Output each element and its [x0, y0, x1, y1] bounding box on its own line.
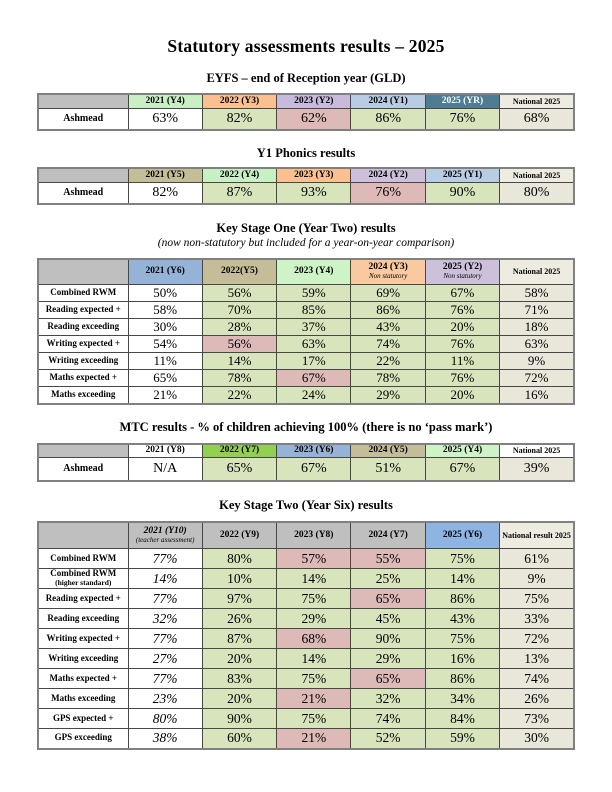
- column-header: 2023 (Y4): [277, 259, 351, 284]
- value-cell: 56%: [202, 284, 276, 301]
- value-cell: 87%: [202, 629, 276, 649]
- value-cell: 84%: [425, 709, 499, 729]
- value-cell: 70%: [202, 301, 276, 318]
- column-header: 2023 (Y8): [277, 522, 351, 549]
- value-cell: 58%: [128, 301, 202, 318]
- column-header: 2022 (Y9): [202, 522, 276, 549]
- value-cell: 60%: [202, 729, 276, 749]
- value-cell: 16%: [500, 386, 574, 404]
- value-cell: 76%: [425, 301, 499, 318]
- row-label: Writing expected +: [38, 335, 128, 352]
- value-cell: 74%: [351, 335, 425, 352]
- eyfs-table-container: [0, 93, 612, 131]
- value-cell: 26%: [500, 689, 574, 709]
- table-row: [38, 318, 574, 335]
- value-cell: 14%: [277, 649, 351, 669]
- value-cell: 22%: [351, 352, 425, 369]
- value-cell: 32%: [351, 689, 425, 709]
- section-eyfs: [0, 71, 612, 131]
- row-label: Combined RWM: [38, 549, 128, 569]
- value-cell: 20%: [425, 386, 499, 404]
- value-cell: 26%: [202, 609, 276, 629]
- column-header-note: (teacher assessment): [135, 535, 195, 544]
- value-cell: 51%: [351, 458, 425, 481]
- value-cell: 75%: [500, 589, 574, 609]
- value-cell: 75%: [277, 669, 351, 689]
- value-cell: 90%: [202, 709, 276, 729]
- value-cell: 28%: [202, 318, 276, 335]
- value-cell: 27%: [128, 649, 202, 669]
- value-cell: 63%: [277, 335, 351, 352]
- column-header: [38, 444, 128, 458]
- value-cell: 80%: [128, 709, 202, 729]
- row-label: Combined RWM: [38, 284, 128, 301]
- column-header: National 2025: [500, 444, 574, 458]
- value-cell: 86%: [425, 669, 499, 689]
- ks1-table-container: [0, 258, 612, 405]
- column-header: 2021 (Y4): [128, 94, 202, 108]
- value-cell: 29%: [351, 649, 425, 669]
- value-cell: 74%: [351, 709, 425, 729]
- value-cell: 16%: [425, 649, 499, 669]
- value-cell: 10%: [202, 569, 276, 589]
- value-cell: 29%: [277, 609, 351, 629]
- column-header: 2022 (Y7): [202, 444, 276, 458]
- column-header: National 2025: [500, 94, 574, 108]
- column-header: National result 2025: [500, 522, 574, 549]
- column-header: 2025 (YR): [425, 94, 499, 108]
- value-cell: 20%: [202, 649, 276, 669]
- value-cell: 23%: [128, 689, 202, 709]
- ks1-subheading: (now non-statutory but included for a year-on-year comparison): [157, 237, 455, 249]
- value-cell: 29%: [351, 386, 425, 404]
- table-row: [38, 689, 574, 709]
- value-cell: 86%: [351, 301, 425, 318]
- value-cell: 90%: [351, 629, 425, 649]
- row-label: Reading exceeding: [38, 609, 128, 629]
- value-cell: 77%: [128, 669, 202, 689]
- value-cell: 65%: [351, 589, 425, 609]
- value-cell: 33%: [500, 609, 574, 629]
- ks1-heading: Key Stage One (Year Two) results: [216, 221, 396, 235]
- row-label: GPS exceeding: [38, 729, 128, 749]
- value-cell: 68%: [500, 108, 574, 130]
- ks2-table: [37, 521, 575, 750]
- mtc-table-container: [0, 443, 612, 482]
- value-cell: 56%: [202, 335, 276, 352]
- value-cell: 58%: [500, 284, 574, 301]
- value-cell: 21%: [277, 729, 351, 749]
- value-cell: 82%: [202, 108, 276, 130]
- row-label: Writing exceeding: [38, 649, 128, 669]
- value-cell: 14%: [425, 569, 499, 589]
- value-cell: 21%: [128, 386, 202, 404]
- value-cell: 13%: [500, 649, 574, 669]
- value-cell: 69%: [351, 284, 425, 301]
- value-cell: 14%: [202, 352, 276, 369]
- ks2-table-container: [0, 521, 612, 750]
- value-cell: 93%: [277, 182, 351, 204]
- column-header: 2023 (Y3): [277, 168, 351, 182]
- value-cell: 67%: [425, 458, 499, 481]
- value-cell: 18%: [500, 318, 574, 335]
- table-row: [38, 352, 574, 369]
- value-cell: 72%: [500, 369, 574, 386]
- table-row: [38, 335, 574, 352]
- row-label: Writing expected +: [38, 629, 128, 649]
- column-header: [38, 522, 128, 549]
- column-header: 2024 (Y7): [351, 522, 425, 549]
- row-label: Ashmead: [38, 182, 128, 204]
- value-cell: 9%: [500, 352, 574, 369]
- column-header: 2021 (Y8): [128, 444, 202, 458]
- row-label: Reading expected +: [38, 301, 128, 318]
- value-cell: 38%: [128, 729, 202, 749]
- value-cell: 80%: [500, 182, 574, 204]
- value-cell: 73%: [500, 709, 574, 729]
- table-row: [38, 458, 574, 481]
- column-header: 2025 (Y6): [425, 522, 499, 549]
- column-header: 2023 (Y2): [277, 94, 351, 108]
- row-label: Writing exceeding: [38, 352, 128, 369]
- header-row: [38, 444, 574, 458]
- row-label: Maths exceeding: [38, 386, 128, 404]
- ks1-table: [37, 258, 575, 405]
- row-label: Ashmead: [38, 108, 128, 130]
- column-header: 2021 (Y6): [128, 259, 202, 284]
- mtc-heading: MTC results - % of children achieving 100% (there is no ‘pass mark’): [119, 419, 493, 434]
- column-header: 2024 (Y2): [351, 168, 425, 182]
- value-cell: 21%: [277, 689, 351, 709]
- value-cell: 59%: [277, 284, 351, 301]
- value-cell: 43%: [351, 318, 425, 335]
- value-cell: 65%: [351, 669, 425, 689]
- value-cell: 86%: [425, 589, 499, 609]
- table-row: [38, 108, 574, 130]
- table-row: [38, 569, 574, 589]
- row-label: GPS expected +: [38, 709, 128, 729]
- table-row: [38, 284, 574, 301]
- value-cell: 14%: [128, 569, 202, 589]
- column-header-note: Non statutory: [443, 272, 482, 281]
- column-header: 2025 (Y1): [425, 168, 499, 182]
- page-title: Statutory assessments results – 2025: [167, 36, 445, 56]
- value-cell: 68%: [277, 629, 351, 649]
- value-cell: 76%: [425, 335, 499, 352]
- section-phonics: [0, 146, 612, 205]
- value-cell: 45%: [351, 609, 425, 629]
- phonics-table: [37, 167, 575, 205]
- row-label: Maths expected +: [38, 669, 128, 689]
- section-ks1: [0, 221, 612, 405]
- value-cell: 80%: [202, 549, 276, 569]
- value-cell: 65%: [128, 369, 202, 386]
- value-cell: 24%: [277, 386, 351, 404]
- value-cell: 97%: [202, 589, 276, 609]
- value-cell: 22%: [202, 386, 276, 404]
- header-row: [38, 94, 574, 108]
- column-header: 2023 (Y6): [277, 444, 351, 458]
- column-header: 2021 (Y5): [128, 168, 202, 182]
- value-cell: 43%: [425, 609, 499, 629]
- column-header: 2025 (Y4): [425, 444, 499, 458]
- value-cell: 74%: [500, 669, 574, 689]
- eyfs-table: [37, 93, 575, 131]
- ks2-heading: Key Stage Two (Year Six) results: [219, 497, 393, 512]
- value-cell: 71%: [500, 301, 574, 318]
- value-cell: 55%: [351, 549, 425, 569]
- column-header: 2024 (Y3) Non statutory: [351, 259, 425, 284]
- section-mtc: [0, 420, 612, 482]
- value-cell: 14%: [277, 569, 351, 589]
- value-cell: 63%: [128, 108, 202, 130]
- value-cell: 86%: [351, 108, 425, 130]
- value-cell: 75%: [277, 709, 351, 729]
- value-cell: 39%: [500, 458, 574, 481]
- table-row: [38, 669, 574, 689]
- column-header: [38, 168, 128, 182]
- row-label: Combined RWM (higher standard): [38, 569, 128, 589]
- eyfs-heading: EYFS – end of Reception year (GLD): [206, 71, 406, 85]
- table-row: [38, 182, 574, 204]
- value-cell: 90%: [425, 182, 499, 204]
- value-cell: 77%: [128, 589, 202, 609]
- table-row: [38, 386, 574, 404]
- value-cell: 76%: [351, 182, 425, 204]
- value-cell: 87%: [202, 182, 276, 204]
- value-cell: 25%: [351, 569, 425, 589]
- table-row: [38, 549, 574, 569]
- row-label: Maths exceeding: [38, 689, 128, 709]
- value-cell: 9%: [500, 569, 574, 589]
- value-cell: 20%: [202, 689, 276, 709]
- value-cell: 11%: [425, 352, 499, 369]
- value-cell: 63%: [500, 335, 574, 352]
- column-header: National 2025: [500, 168, 574, 182]
- column-header: 2024 (Y5): [351, 444, 425, 458]
- value-cell: 78%: [202, 369, 276, 386]
- phonics-table-container: [0, 167, 612, 205]
- value-cell: 76%: [425, 369, 499, 386]
- table-row: [38, 589, 574, 609]
- value-cell: N/A: [128, 458, 202, 481]
- value-cell: 59%: [425, 729, 499, 749]
- table-row: [38, 609, 574, 629]
- value-cell: 20%: [425, 318, 499, 335]
- row-label: Maths expected +: [38, 369, 128, 386]
- value-cell: 67%: [425, 284, 499, 301]
- value-cell: 32%: [128, 609, 202, 629]
- value-cell: 75%: [277, 589, 351, 609]
- value-cell: 65%: [202, 458, 276, 481]
- column-header: 2021 (Y10) (teacher assessment): [128, 522, 202, 549]
- table-row: [38, 301, 574, 318]
- column-header: 2025 (Y2) Non statutory: [425, 259, 499, 284]
- column-header-note: Non statutory: [368, 272, 408, 281]
- value-cell: 67%: [277, 369, 351, 386]
- value-cell: 50%: [128, 284, 202, 301]
- section-ks2: [0, 498, 612, 750]
- header-row: [38, 168, 574, 182]
- mtc-table: [37, 443, 575, 482]
- value-cell: 85%: [277, 301, 351, 318]
- value-cell: 82%: [128, 182, 202, 204]
- column-header: 2022 (Y3): [202, 94, 276, 108]
- row-label: Ashmead: [38, 458, 128, 481]
- row-label: Reading exceeding: [38, 318, 128, 335]
- row-label-note: (higher standard): [55, 578, 112, 588]
- column-header: 2022(Y5): [202, 259, 276, 284]
- table-row: [38, 709, 574, 729]
- value-cell: 52%: [351, 729, 425, 749]
- value-cell: 83%: [202, 669, 276, 689]
- value-cell: 30%: [500, 729, 574, 749]
- value-cell: 37%: [277, 318, 351, 335]
- value-cell: 72%: [500, 629, 574, 649]
- value-cell: 62%: [277, 108, 351, 130]
- value-cell: 61%: [500, 549, 574, 569]
- column-header: 2022 (Y4): [202, 168, 276, 182]
- header-row: [38, 259, 574, 284]
- table-row: [38, 649, 574, 669]
- header-row: [38, 522, 574, 549]
- value-cell: 78%: [351, 369, 425, 386]
- value-cell: 77%: [128, 629, 202, 649]
- column-header: [38, 259, 128, 284]
- table-row: [38, 369, 574, 386]
- value-cell: 77%: [128, 549, 202, 569]
- value-cell: 67%: [277, 458, 351, 481]
- value-cell: 17%: [277, 352, 351, 369]
- column-header: 2024 (Y1): [351, 94, 425, 108]
- value-cell: 30%: [128, 318, 202, 335]
- value-cell: 34%: [425, 689, 499, 709]
- table-row: [38, 629, 574, 649]
- value-cell: 75%: [425, 549, 499, 569]
- value-cell: 75%: [425, 629, 499, 649]
- row-label: Reading expected +: [38, 589, 128, 609]
- value-cell: 11%: [128, 352, 202, 369]
- phonics-heading: Y1 Phonics results: [256, 146, 356, 160]
- column-header: [38, 94, 128, 108]
- table-row: [38, 729, 574, 749]
- value-cell: 54%: [128, 335, 202, 352]
- value-cell: 57%: [277, 549, 351, 569]
- value-cell: 76%: [425, 108, 499, 130]
- column-header: National 2025: [500, 259, 574, 284]
